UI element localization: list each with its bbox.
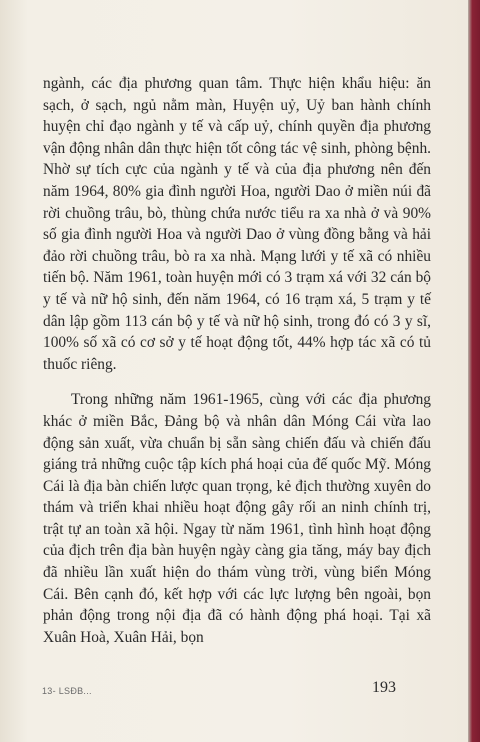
paragraph-1: ngành, các địa phương quan tâm. Thực hiện khẩu hiệu: ăn sạch, ở sạch, ngủ nằm màn, Huyện uỷ, Uỷ ban hành chính huyện chỉ đạo ngành y tế và cấp uỷ, chính quyền địa phương vận động nhân dân thực hiện tốt công tác vệ sinh, phòng bệnh. Nhờ sự tích cực của ngành y tế và của địa phương nên đến năm 1964, 80% gia đình người Hoa, người Dao ở miền núi đã rời chuồng trâu, bò, thùng chứa nước tiểu ra xa nhà ở và 90% số gia đình người Hoa và người Dao ở vùng đồng bằng và hải đảo rời chuồng trâu, bò ra xa nhà. Mạng lưới y tế xã có nhiều tiến bộ. Năm 1961, toàn huyện mới có 3 trạm xá với 32 cán bộ y tế và nữ hộ sinh, đến năm 1964, có 16 trạm xá, 5 trạm y tế dân lập gồm 113 cán bộ y tế và nữ hộ sinh, trong đó có 3 y sĩ, 100% số xã có cơ sở y tế hoạt động tốt, 44% hợp tác xã có tủ thuốc riêng. <box>43 75 431 373</box>
body-text <box>43 73 431 648</box>
page-number: 193 <box>372 679 396 696</box>
paragraph-2: Trong những năm 1961-1965, cùng với các địa phương khác ở miền Bắc, Đảng bộ và nhân dân Móng Cái vừa lao động sản xuất, vừa chuẩn bị sẵn sàng chiến đấu và chiến đấu giáng trả những cuộc tập kích phá hoại của đế quốc Mỹ. Móng Cái là địa bàn chiến lược quan trọng, kẻ địch thường xuyên do thám và triển khai nhiều hoạt động gây rối an ninh chính trị, trật tự an toàn xã hội. Ngay từ năm 1961, tình hình hoạt động của địch trên địa bàn huyện ngày càng gia tăng, máy bay địch đã nhiều lần xuất hiện do thám vùng trời, vùng biển Móng Cái. Bên cạnh đó, kết hợp với các lực lượng bên ngoài, bọn phản động trong nội địa đã có hành động phá hoại. Tại xã Xuân Hoà, Xuân Hải, bọn <box>43 391 431 646</box>
book-spine-edge <box>468 0 480 742</box>
footer-signature-mark: 13- LSĐB... <box>42 686 92 696</box>
